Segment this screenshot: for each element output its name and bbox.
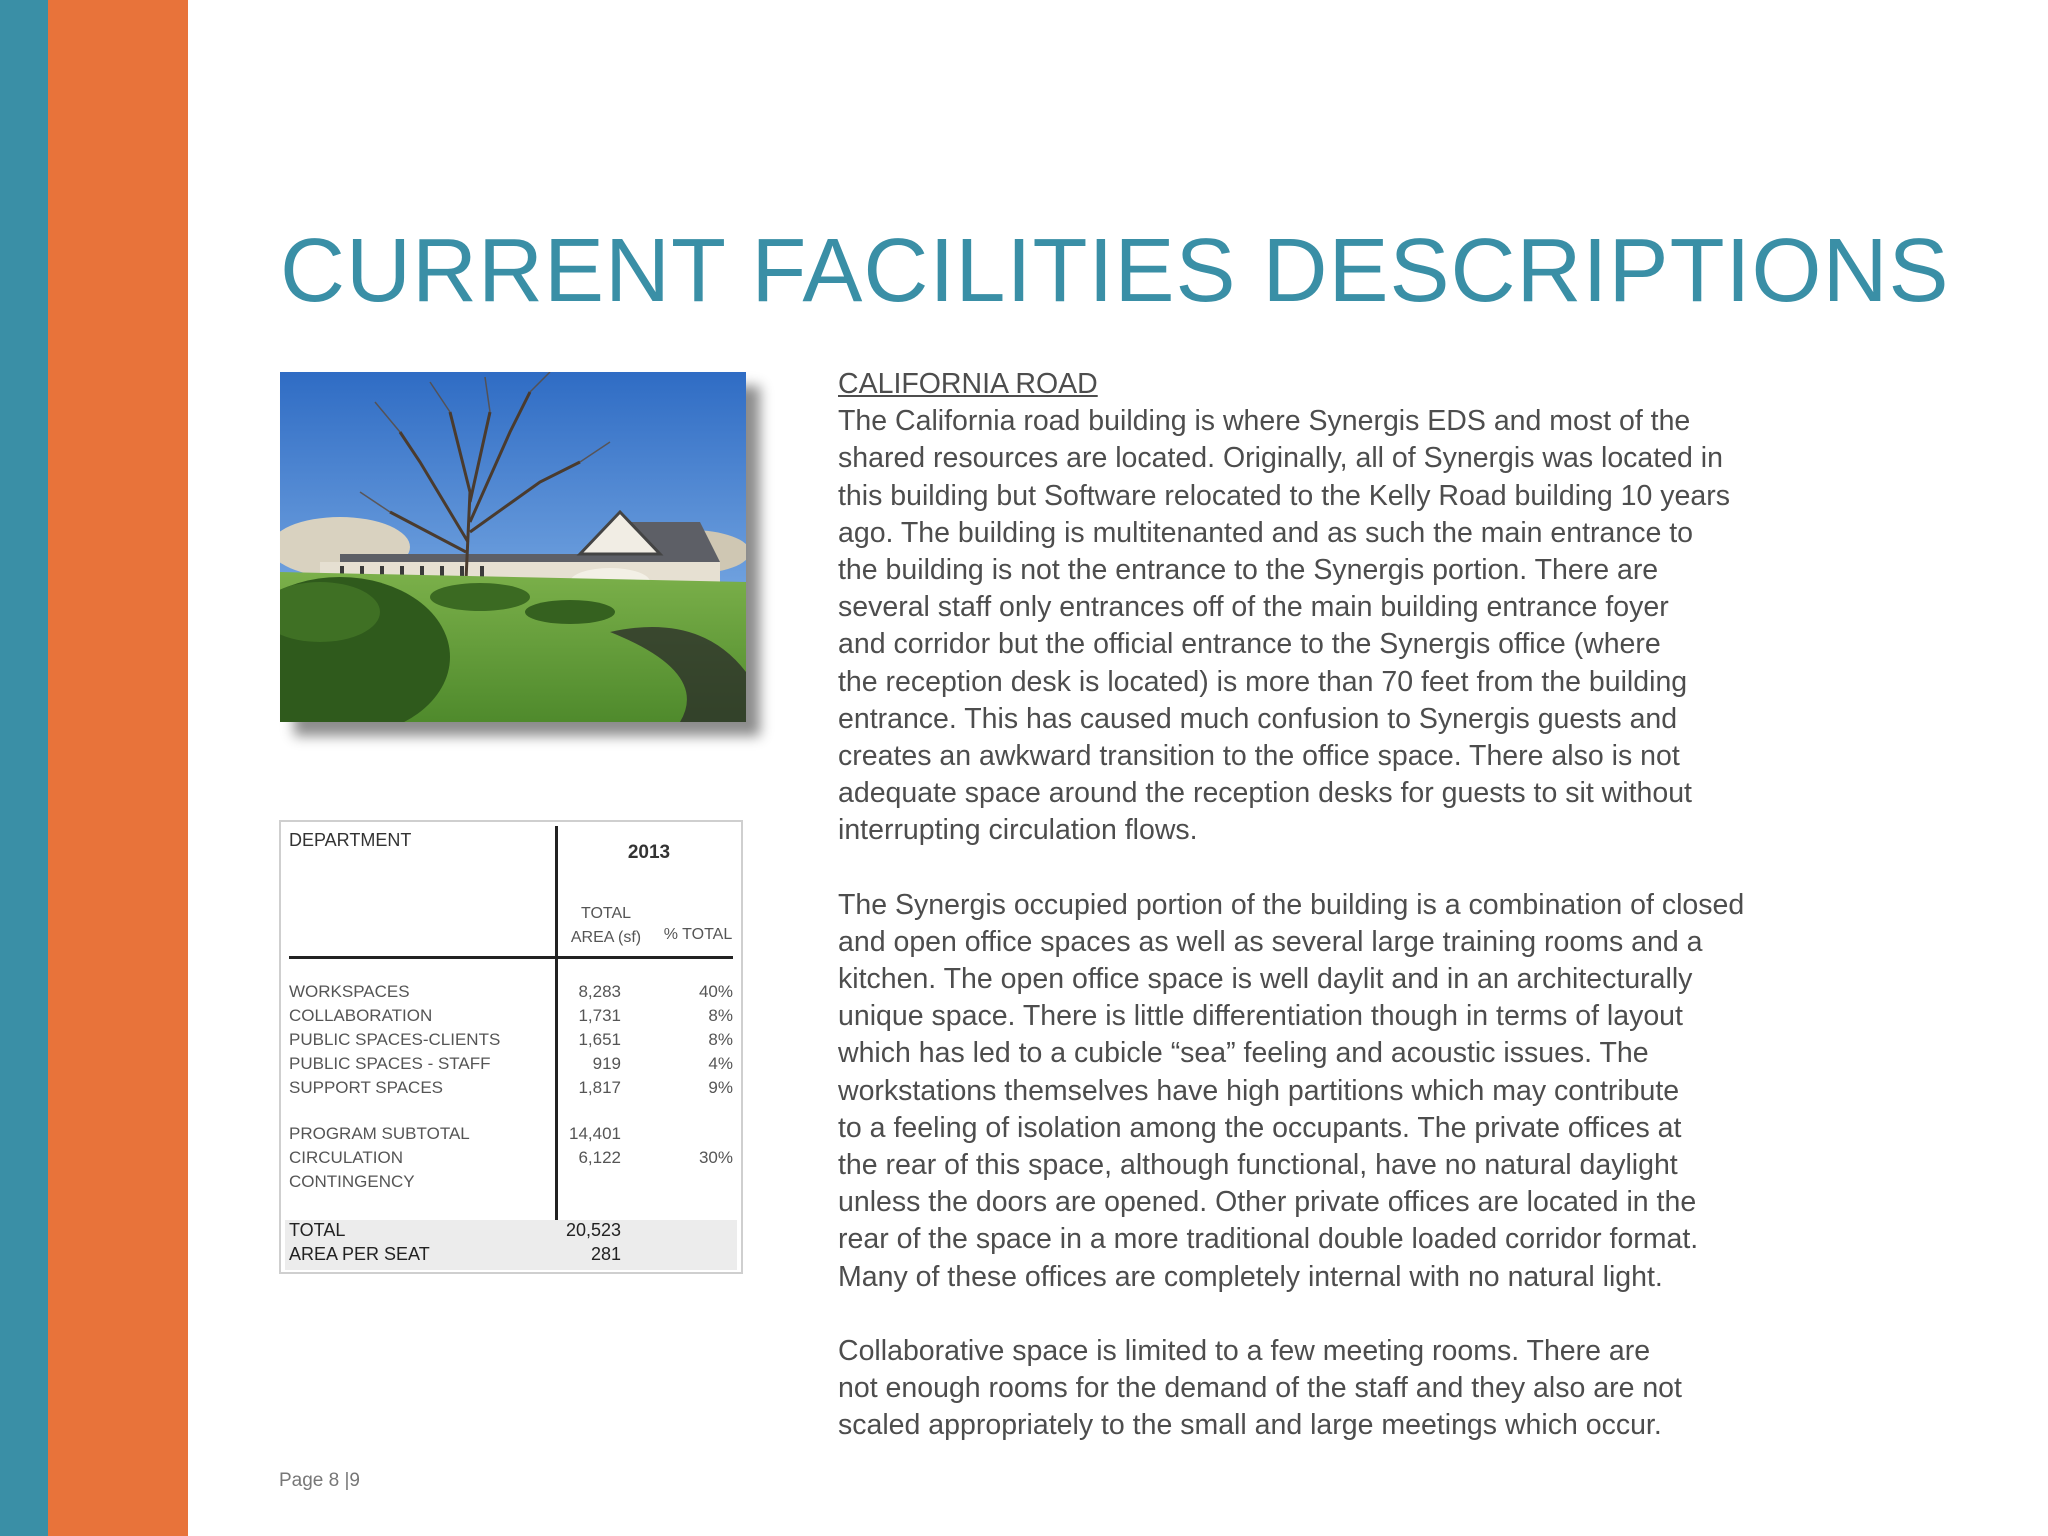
table-row: SUPPORT SPACES 1,817 9% (289, 1078, 733, 1097)
table-row-area-per-seat: AREA PER SEAT 281 (289, 1244, 621, 1264)
table-year-header: 2013 (627, 842, 671, 863)
table-row: CIRCULATION 6,122 30% (289, 1148, 733, 1167)
table-row: COLLABORATION 1,731 8% (289, 1006, 733, 1025)
table-row-total: TOTAL 20,523 (289, 1220, 621, 1240)
section-heading: CALIFORNIA ROAD (838, 368, 1098, 400)
paragraph-3: Collaborative space is limited to a few meeting rooms. There are not enough rooms for the demand of the staff and they also are not scaled appropriately to the small and large meetings which occur. (838, 1334, 1682, 1442)
page-title: CURRENT FACILITIES DESCRIPTIONS (280, 221, 1950, 321)
paragraph-2: The Synergis occupied portion of the building is a combination of closed and open office spaces as well as several large training rooms and a kitchen. The open office space is well daylit and in an architecturally unique space. There is little differentiation though in terms of layout which has led to a cubicle “sea” feeling and acoustic issues. The workstations themselves have high partitions which may contribute to a feeling of isolation among the occupants. The private offices at the rear of this space, although functional, have no natural daylight unless the doors are opened. Other private offices are located in the rear of the space in a more traditional double loaded corridor format. Many of these offices are completely internal with no natural light. (838, 888, 1745, 1293)
left-blue-stripe (0, 0, 48, 1536)
building-photo (280, 372, 746, 722)
page-number: Page 8 |9 (279, 1470, 361, 1491)
table-header-rule (289, 956, 733, 959)
table-row: PUBLIC SPACES-CLIENTS 1,651 8% (289, 1030, 733, 1049)
department-area-table (279, 820, 743, 1274)
table-department-header: DEPARTMENT (289, 830, 412, 850)
table-row: CONTINGENCY (289, 1172, 415, 1191)
paragraph-1: The California road building is where Synergis EDS and most of the shared resources are located. Originally, all of Synergis was located in this building but Software relocated to the Kelly Road building 10 years ago. The building is multitenanted and as such the main entrance to the building is not the entrance to the Synergis portion. There are several staff only entrances off of the main building entrance foyer and corridor but the official entrance to the Synergis office (where the reception desk is located) is more than 70 feet from the building entrance. This has caused much confusion to Synergis guests and creates an awkward transition to the office space. There also is not adequate space around the reception desks for guests to sit without interrupting circulation flows. (838, 405, 1730, 847)
table-row: WORKSPACES 8,283 40% (289, 982, 733, 1001)
table-area-header: TOTAL AREA (sf) (570, 905, 642, 946)
table-row: PUBLIC SPACES - STAFF 919 4% (289, 1054, 733, 1073)
table-pct-header: % TOTAL (663, 926, 733, 943)
body-text (838, 366, 1778, 1481)
left-orange-stripe (48, 0, 188, 1536)
table-row: PROGRAM SUBTOTAL 14,401 (289, 1124, 621, 1143)
